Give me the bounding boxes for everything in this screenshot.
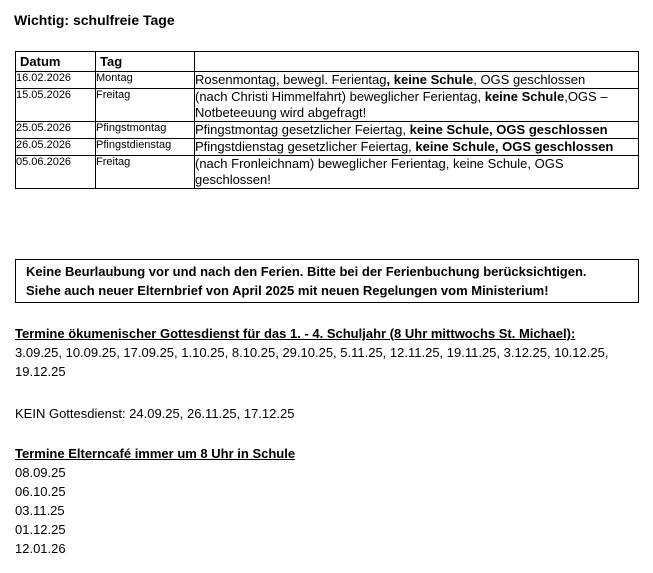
cell-description (195, 156, 639, 189)
column-header-description (195, 52, 639, 72)
holiday-table (15, 51, 639, 189)
notice-line: Keine Beurlaubung vor und nach den Ferien. Bitte bei der Ferienbuchung berücksichtigen. (26, 264, 587, 279)
description-segment: Pfingstdienstag gesetzlicher Feiertag, (195, 139, 416, 154)
table-row (16, 156, 639, 189)
cell-date: 26.05.2026 (16, 139, 96, 156)
description-segment: keine Schule, OGS geschlossen (409, 122, 608, 137)
notice-box (15, 259, 639, 303)
table-header-row (16, 52, 639, 72)
gottesdienst-title: Termine ökumenischer Gottesdienst für das 1. - 4. Schuljahr (8 Uhr mittwochs St. Michael): (15, 326, 576, 341)
description-segment: keine Schule (484, 89, 565, 104)
elterncafe-date: 08.09.25 (15, 465, 66, 480)
gottesdienst-dates: 3.09.25, 10.09.25, 17.09.25, 1.10.25, 8.10.25, 29.10.25, 5.11.25, 12.11.25, 19.11.25, 3.12.25, 10.12.25, 19.12.25 (15, 345, 609, 379)
elterncafe-date: 06.10.25 (15, 484, 66, 499)
table-row (16, 139, 639, 156)
description-segment: ,OGS – Notbeteeuung wird abgefragt! (195, 89, 608, 120)
table-row (16, 122, 639, 139)
description-segment: (nach Fronleichnam) beweglicher Ferientag, keine Schule, OGS geschlossen! (195, 156, 564, 187)
elterncafe-date: 12.01.26 (15, 541, 66, 556)
description-segment: , keine Schule (386, 72, 474, 87)
description-segment: , OGS geschlossen (473, 72, 586, 87)
notice-line: Siehe auch neuer Elternbrief von April 2025 mit neuen Regelungen vom Ministerium! (26, 283, 549, 298)
gottesdienst-section (15, 324, 645, 381)
description-segment: Rosenmontag, bewegl. Ferientag (195, 72, 387, 87)
cell-day: Pfingstdienstag (96, 139, 195, 156)
cell-date: 16.02.2026 (16, 72, 96, 89)
description-segment: (nach Christi Himmelfahrt) beweglicher Ferientag, (195, 89, 485, 104)
table-row (16, 72, 639, 89)
kein-gottesdienst: KEIN Gottesdienst: 24.09.25, 26.11.25, 17.12.25 (15, 406, 295, 421)
cell-date: 15.05.2026 (16, 89, 96, 122)
page-heading: Wichtig: schulfreie Tage (14, 12, 175, 28)
cell-description (195, 122, 639, 139)
description-segment: keine Schule, OGS geschlossen (415, 139, 614, 154)
elterncafe-section (15, 444, 295, 558)
cell-description (195, 139, 639, 156)
cell-day: Montag (96, 72, 195, 89)
cell-day: Freitag (96, 89, 195, 122)
column-header-tag: Tag (96, 52, 195, 72)
cell-day: Freitag (96, 156, 195, 189)
cell-description (195, 72, 639, 89)
column-header-datum: Datum (16, 52, 96, 72)
elterncafe-date-list (15, 463, 295, 558)
cell-description (195, 89, 639, 122)
cell-date: 05.06.2026 (16, 156, 96, 189)
table-row (16, 89, 639, 122)
cell-day: Pfingstmontag (96, 122, 195, 139)
cell-date: 25.05.2026 (16, 122, 96, 139)
elterncafe-title: Termine Elterncafé immer um 8 Uhr in Schule (15, 446, 296, 461)
description-segment: Pfingstmontag gesetzlicher Feiertag, (195, 122, 410, 137)
elterncafe-date: 03.11.25 (15, 503, 65, 518)
elterncafe-date: 01.12.25 (15, 522, 66, 537)
